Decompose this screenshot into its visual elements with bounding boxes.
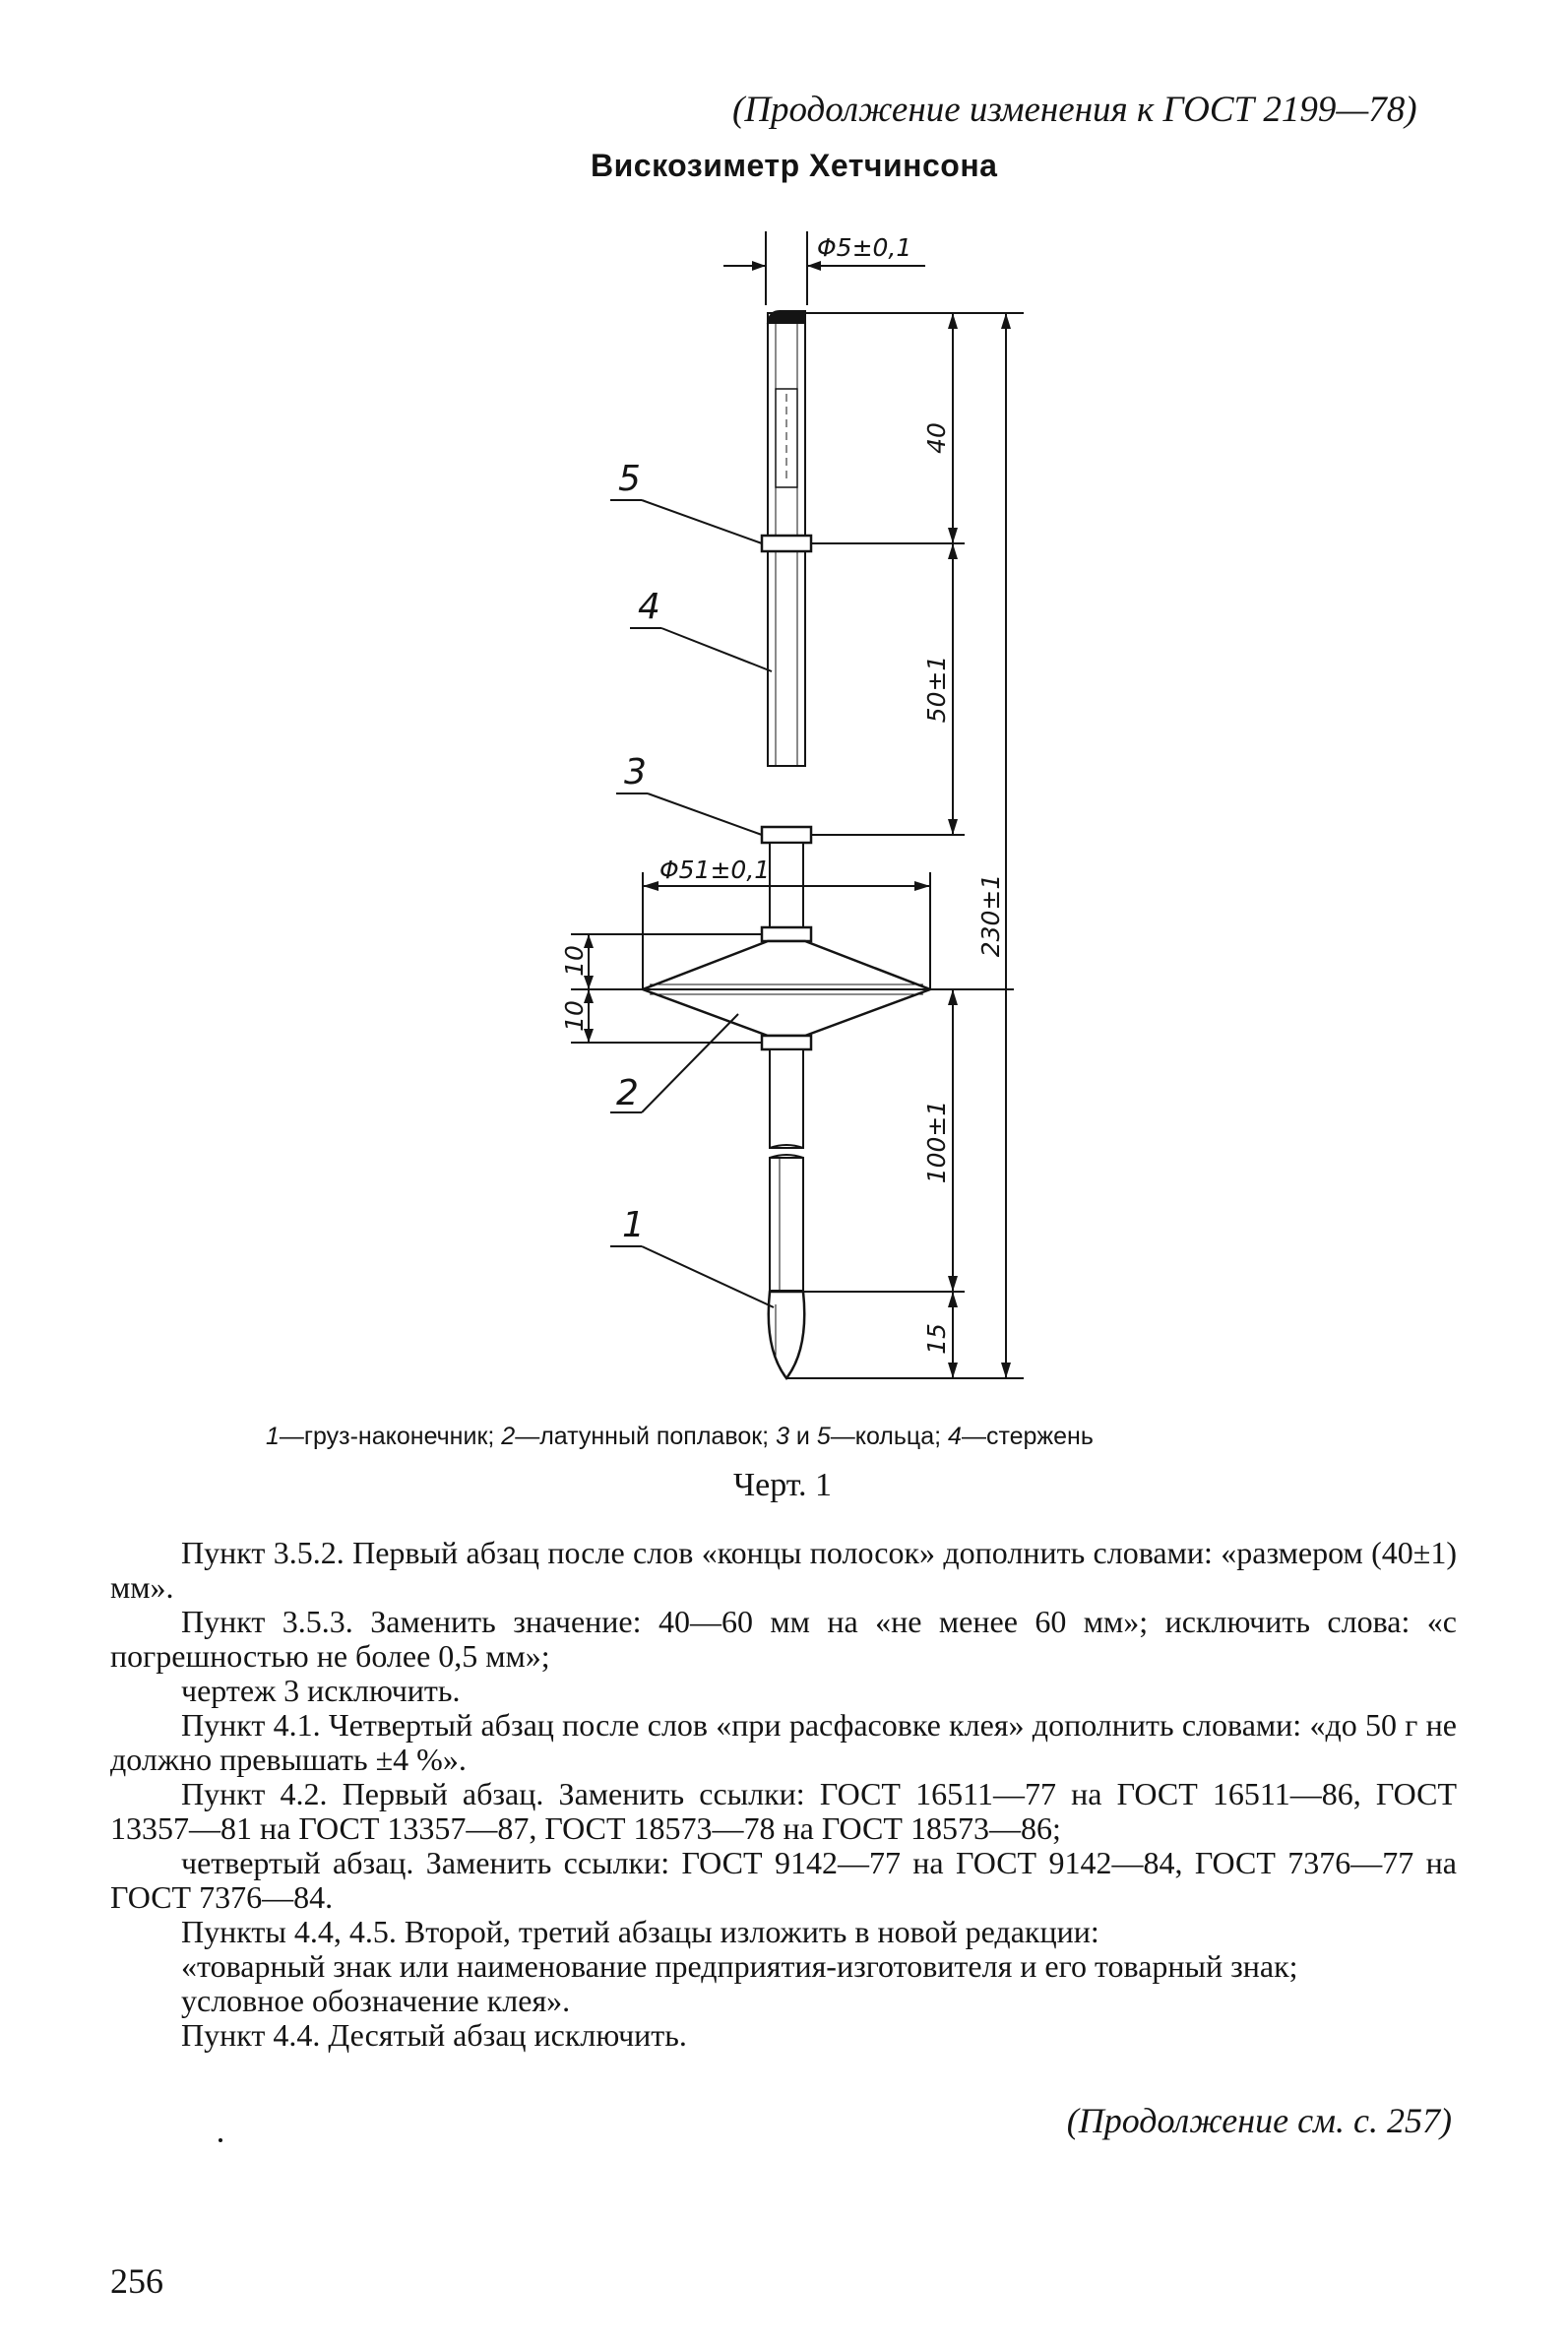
paragraph: Пункт 4.4. Десятый абзац исключить. xyxy=(181,2017,687,2053)
caption-text: —груз-наконечник; xyxy=(279,1423,502,1450)
ring-3 xyxy=(762,827,811,843)
header-note: (Продолжение изменения к ГОСТ 2199—78) xyxy=(732,90,1417,130)
leader-5 xyxy=(642,500,762,543)
part-label-4: 4 xyxy=(638,587,660,627)
caption-num: 1 xyxy=(266,1423,280,1450)
dim-float-lower: 10 xyxy=(560,1000,589,1032)
body-text xyxy=(110,1536,1457,2053)
dim-rod-diameter: Φ5±0,1 xyxy=(817,233,912,262)
dim-float-diameter: Φ51±0,1 xyxy=(659,856,771,884)
paragraph: Пункт 4.2. Первый абзац. Заменить ссылки: ГОСТ 16511—77 на ГОСТ 16511—86, ГОСТ 13357—81 на ГОСТ 13357—87, ГОСТ 18573—78 на ГОСТ 18573—86; xyxy=(110,1776,1457,1846)
part-label-2: 2 xyxy=(616,1073,639,1113)
dim-lower-segment: 100±1 xyxy=(922,1100,951,1184)
leader-4 xyxy=(661,628,772,671)
viscometer-drawing xyxy=(551,226,1043,1388)
caption-num: 3 xyxy=(776,1423,789,1450)
part-label-5: 5 xyxy=(618,459,641,499)
paragraph: Пункт 3.5.2. Первый абзац после слов «концы полосок» дополнить словами: «размером (40±1) мм». xyxy=(110,1535,1457,1605)
caption-text: —латунный поплавок; xyxy=(515,1423,777,1450)
leader-3 xyxy=(648,793,762,835)
paragraph: Пункты 4.4, 4.5. Второй, третий абзацы изложить в новой редакции: xyxy=(181,1914,1099,1949)
dim-middle-segment: 50±1 xyxy=(922,655,951,724)
paragraph: Пункт 3.5.3. Заменить значение: 40—60 мм на «не менее 60 мм»; исключить слова: «с погрешностью не более 0,5 мм»; xyxy=(110,1604,1457,1674)
paragraph: Пункт 4.1. Четвертый абзац после слов «при расфасовке клея» дополнить словами: «до 50 г не должно превышать ±4 %». xyxy=(110,1707,1457,1777)
stray-mark xyxy=(219,2138,222,2142)
part-label-3: 3 xyxy=(624,752,647,793)
dim-tip: 15 xyxy=(922,1323,951,1355)
caption-num: 2 xyxy=(501,1423,516,1450)
leader-2 xyxy=(642,1014,738,1112)
caption-text: —кольца; xyxy=(830,1423,949,1450)
tip-weight xyxy=(769,1292,804,1378)
dim-total-length: 230±1 xyxy=(976,873,1005,958)
leader-1 xyxy=(642,1246,774,1307)
figure-label: Черт. 1 xyxy=(733,1467,833,1503)
footer-note: (Продолжение см. с. 257) xyxy=(1066,2101,1452,2140)
figure-caption xyxy=(266,1423,1094,1451)
page-number: 256 xyxy=(110,2261,163,2301)
dim-float-upper: 10 xyxy=(560,945,589,977)
caption-num: 5 xyxy=(816,1423,831,1450)
paragraph: четвертый абзац. Заменить ссылки: ГОСТ 9142—77 на ГОСТ 9142—84, ГОСТ 7376—77 на ГОСТ 7376—84. xyxy=(110,1845,1457,1915)
caption-num: 4 xyxy=(948,1423,962,1450)
drawing-title: Вискозиметр Хетчинсона xyxy=(591,148,998,183)
caption-text: —стержень xyxy=(961,1423,1094,1450)
caption-text: и xyxy=(788,1423,817,1450)
paragraph: «товарный знак или наименование предприятия-изготовителя и его товарный знак; xyxy=(181,1948,1298,1984)
ring-5 xyxy=(762,536,811,551)
part-label-1: 1 xyxy=(622,1205,645,1245)
paragraph: условное обозначение клея». xyxy=(181,1983,571,2018)
paragraph: чертеж 3 исключить. xyxy=(181,1673,461,1708)
dim-top-segment: 40 xyxy=(922,422,951,454)
